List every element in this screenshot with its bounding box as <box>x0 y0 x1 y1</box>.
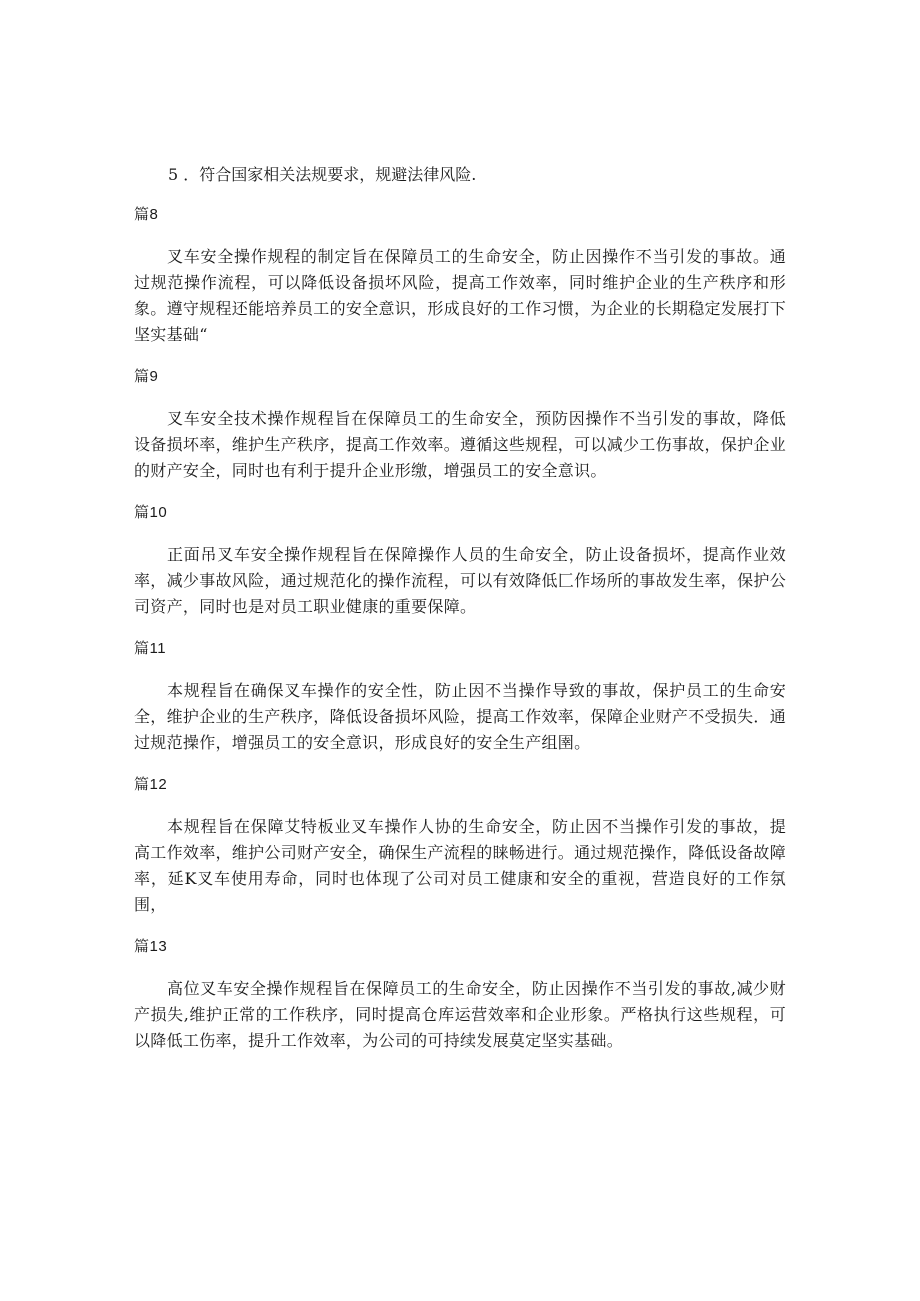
section-11 <box>134 638 786 756</box>
section-paragraph: 本规程旨在确保叉车操作的安全性，防止因不当操作导致的事故，保护员工的生命安全，维护企业的生产秩序，降低设备损坏风险，提高工作效率，保障企业财产不受损失．通过规范操作，增强员工的安全意识，形成良好的安全生产组圉。 <box>134 681 787 752</box>
document-content <box>134 162 786 1072</box>
section-paragraph: 叉车安全操作规程的制定旨在保障员工的生命安全，防止因操作不当引发的事故。通过规范操作流程，可以降低设备损坏风险，提高工作效率，同时维护企业的生产秩序和形象。遵守规程还能培养员工的安全意识，形成良好的工作习惯，为企业的长期稳定发展打下坚实基础“ <box>134 247 787 344</box>
section-heading: 篇9 <box>134 368 159 385</box>
section-9 <box>134 366 786 484</box>
section-heading: 篇12 <box>134 776 168 793</box>
section-heading: 篇11 <box>134 640 167 657</box>
section-paragraph: 正面吊叉车安全操作规程旨在保障操作人员的生命安全，防止设备损坏，提高作业效率，减少事故风险，通过规范化的操作流程，可以有效降低匚作场所的事故发生率，保护公司资产，同时也是对员工职业健康的重要保障。 <box>134 545 787 616</box>
section-heading: 篇8 <box>134 206 159 223</box>
intro-list-item: 5 ．符合国家相关法规要求，规避法律风险. <box>168 165 477 184</box>
section-heading: 篇10 <box>134 504 168 521</box>
section-12 <box>134 774 786 918</box>
section-paragraph: 高位叉车安全操作规程旨在保障员工的生命安全，防止因操作不当引发的事故,减少财产损失,维护正常的工作秩序，同时提高仓库运营效率和企业形象。严格执行这些规程，可以降低工伤率，提升工作效率，为公司的可持续发展莫定坚实基础。 <box>134 979 786 1050</box>
section-10 <box>134 502 786 620</box>
section-8 <box>134 204 786 348</box>
section-13 <box>134 936 786 1054</box>
section-paragraph: 叉车安全技术操作规程旨在保障员工的生命安全，预防因操作不当引发的事故，降低设备损坏率，维护生产秩序，提高工作效率。遵循这些规程，可以减少工伤事故，保护企业的财产安全，同时也有利于提升企业形缴，增强员工的安全意识。 <box>134 409 787 480</box>
section-heading: 篇13 <box>134 938 168 955</box>
section-paragraph: 本规程旨在保障艾特板业叉车操作人协的生命安全，防止因不当操作引发的事故，提高工作效率，维护公司财产安全，确保生产流程的睐畅进行。通过规范操作，降低设备故障率，延K叉车使用寿命，同时也体现了公司对员工健康和安全的重视，营造良好的工作氛围， <box>134 817 787 914</box>
